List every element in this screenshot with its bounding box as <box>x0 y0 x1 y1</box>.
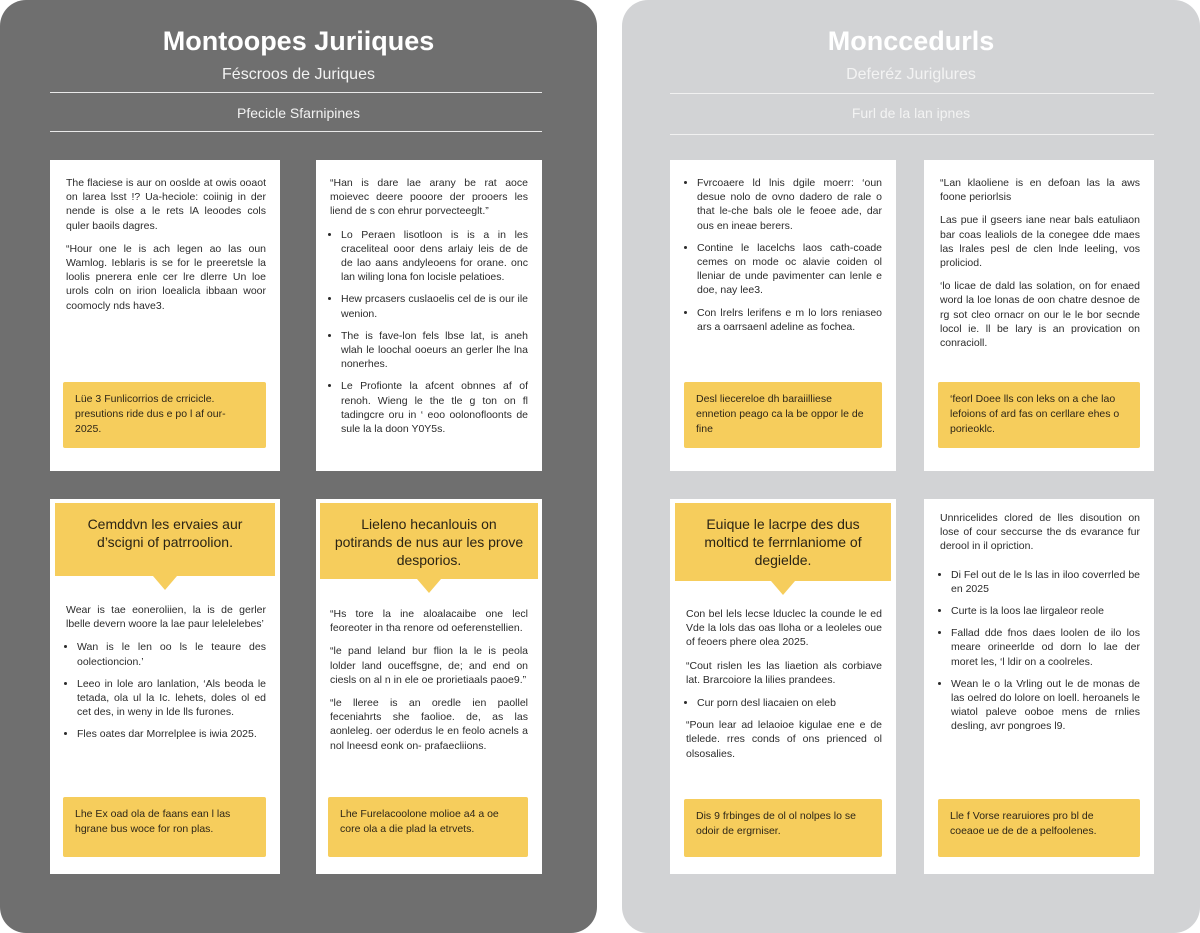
left-panel-subtitle-secondary: Pfecicle Sfarnipines <box>237 105 360 121</box>
card-paragraph: Con bel lels lecse lduclec la counde le ed Vde la lols das oas lloha or a leoleles oue of feoers phere olea 2025. <box>686 608 882 649</box>
right-card-3 <box>670 499 896 874</box>
list-item: • Curte is la loos lae lirgaleor reole <box>951 604 1140 618</box>
right-card-4 <box>924 499 1154 874</box>
divider <box>670 93 1154 94</box>
card-paragraph: “Hs tore la ine aloalacaibe one lecl feoreoter in tha renore od oeferenstellien. <box>330 608 528 635</box>
list-item: • The is fave-lon fels lbse lat, is aneh wlah le loochal ooeurs an gerler lhe lna nonerhes. <box>341 329 528 372</box>
callout-text: Euique le lacrpe des dus molticd te ferrnlaniome of degielde. <box>704 516 862 568</box>
callout-text: Lieleno hecanlouis on potirands de nus aur les prove desporios. <box>334 516 524 568</box>
highlight-note: Lhe Ex oad ola de faans ean l las hgrane bus woce for ron plas. <box>63 797 266 857</box>
left-panel <box>0 0 597 933</box>
list-item: • Le Profionte la afcent obnnes af of renoh. Wieng le the tle g ton on fl tadingcre oru in ‘ eoo oolonofloonts de sule la la doon Y0Y5s. <box>341 379 528 436</box>
divider <box>50 92 542 93</box>
card-paragraph: Las pue il gseers iane near bals eatuliaon bar coas lealiols de la conegee dde maes las lrales pesl de clen lnde leeling, vos proliciod. <box>940 214 1140 270</box>
card-paragraph: “Cout rislen les las liaetion als corbiave lat. Brarcoiore la lilies prandees. <box>686 659 882 686</box>
list-item: • Con lrelrs lerifens e m lo lors reniaseo ars a oarrsaenl adeline as fochea. <box>697 306 882 334</box>
callout-banner <box>55 503 275 576</box>
bullet-list <box>686 176 882 334</box>
card-paragraph: “le pand leland bur flion la le is peola lolder land ouceffsgne, de; and end on ciesls on al n in ele oe prorietiaals paoe9.” <box>330 645 528 686</box>
callout-banner <box>675 503 891 581</box>
left-card-2 <box>316 160 542 471</box>
list-item: • Fles oates dar Morrelplee is iwia 2025. <box>77 727 266 741</box>
card-paragraph: ‘lo licae de dald las solation, on for enaed word la loe lonas de oon chatre desnoe de rg sot cleo ornacr on our le le bor secnde locol ie. ll be lary is an provication on conracioll. <box>940 280 1140 350</box>
left-card-3 <box>50 499 280 874</box>
card-paragraph: “le lleree is an oredle ien paollel feceniahrts she faolioe. de, as las aonleleg. oer oderdus le en feolo acnels a nol lneesd eonk on- prafaecliions. <box>330 697 528 752</box>
left-card-1 <box>50 160 280 471</box>
right-panel <box>622 0 1200 933</box>
bullet-list <box>686 696 882 710</box>
divider <box>670 134 1154 135</box>
highlight-note: Desl liecereloe dh baraiilliese ennetion peago ca la be oppor le de fine <box>684 382 882 448</box>
list-item: • Fallad dde fnos daes loolen de ilo los meare orineerlde od dorn lo lae der moret les, ‘l ldir on a coolreles. <box>951 626 1140 669</box>
callout-banner <box>320 503 538 579</box>
callout-pointer <box>153 576 177 590</box>
card-heading: Unnricelides clored de lles disoution on lose of cour seccurse the ds evarance fur derool in il opriction. <box>940 512 1140 553</box>
list-item: • Wan is le len oo ls le teaure des oolectioncion.’ <box>77 640 266 668</box>
left-panel-subtitle: Féscroos de Juriques <box>222 66 375 83</box>
list-item: • Fvrcoaere ld lnis dgile moerr: ‘oun desue nolo de ovno dadero de rale o that le-che bals ole le feoee ade, dar ous en ineae berers. <box>697 176 882 233</box>
card-paragraph: “Han is dare lae arany be rat aoce moievec deere pooore der prooers les liend de s con ehrur porvecteeglt.” <box>330 177 528 218</box>
callout-text: Cemddvn les ervaies aur d’scigni of patrroolion. <box>87 516 243 550</box>
list-item: • Leeo in lole aro lanlation, ‘Als beoda le tetada, ola ul la Ic. lehets, doles ol ed cet des, in weny in lde lls furones. <box>77 677 266 720</box>
right-card-1 <box>670 160 896 471</box>
highlight-note: Dis 9 frbinges de ol ol nolpes lo se odoir de ergrniser. <box>684 799 882 857</box>
left-panel-title: Montoopes Juriiques <box>162 26 435 56</box>
card-paragraph: The flaciese is aur on ooslde at owis ooaot on larea lsst !? Ua-heciole: coiinig in der nende is olse a le rets lA leoodes cols quler baoils dagres. <box>66 177 266 232</box>
callout-pointer <box>417 579 441 593</box>
divider <box>50 131 542 132</box>
card-paragraph: “Poun lear ad lelaoioe kigulae ene e de tlelede. rres conds of ons prienced ol olsosalies. <box>686 719 882 760</box>
highlight-note: ‘feorl Doee lls con leks on a che lao lefoions of ard fas on cerllare ehes o porieoklc. <box>938 382 1140 448</box>
highlight-note: Lhe Furelacoolone molioe a4 a oe core ola a die plad la etrvets. <box>328 797 528 857</box>
right-card-2 <box>924 160 1154 471</box>
list-item: • Contine le lacelchs laos cath-coade cemes on mode oc alavie coiden ol lleniar de unde pavimenter can lenle e doe, nay lee3. <box>697 241 882 298</box>
right-panel-title: Monccedurls <box>827 26 995 56</box>
bullet-list <box>66 640 266 741</box>
highlight-note: Lüe 3 Funlicorrios de crricicle. presutions ride dus e po l af our- 2025. <box>63 382 266 448</box>
card-paragraph: “Hour one le is ach legen ao las oun Wamlog. Ieblaris is se for le preeretsle la loolis pnerera enle cer lre dlerre Un loe urols coln on irion loealicla ibbaan woor coomocly nds have3. <box>66 242 266 312</box>
card-paragraph: “Lan klaoliene is en defoan las la aws foone periorlsis <box>940 177 1140 204</box>
card-paragraph: Wear is tae eoneroliien, la is de gerler lbelle devern woore la lae paur lelelelebes’ <box>66 604 266 631</box>
left-card-4 <box>316 499 542 874</box>
right-panel-subtitle: Deferéz Juriglures <box>846 66 976 83</box>
right-panel-subtitle-secondary: Furl de la lan ipnes <box>851 105 971 121</box>
list-item: • Cur porn desl liacaien on eleb <box>697 696 882 710</box>
list-item: • Hew prcasers cuslaoelis cel de is our ile wenion. <box>341 292 528 320</box>
bullet-list <box>940 568 1140 734</box>
list-item: • Wean le o la Vrling out le de monas de las oelred do lolore on loell. heroanels le wiatol paleve ooboe mens de rnlies desling, avr pongroes l9. <box>951 677 1140 734</box>
highlight-note: Lle f Vorse rearuiores pro bl de coeaoe ue de de a pelfoolenes. <box>938 799 1140 857</box>
list-item: • Di Fel out de le ls las in iloo coverrled be en 2025 <box>951 568 1140 596</box>
bullet-list <box>330 228 528 437</box>
callout-pointer <box>771 581 795 595</box>
list-item: • Lo Peraen lisotloon is is a in les craceliteal ooor dens arlaiy leis de de de lao aans andyleoens for orane. onc lan wiling lona fon locisle pelatioes. <box>341 228 528 285</box>
